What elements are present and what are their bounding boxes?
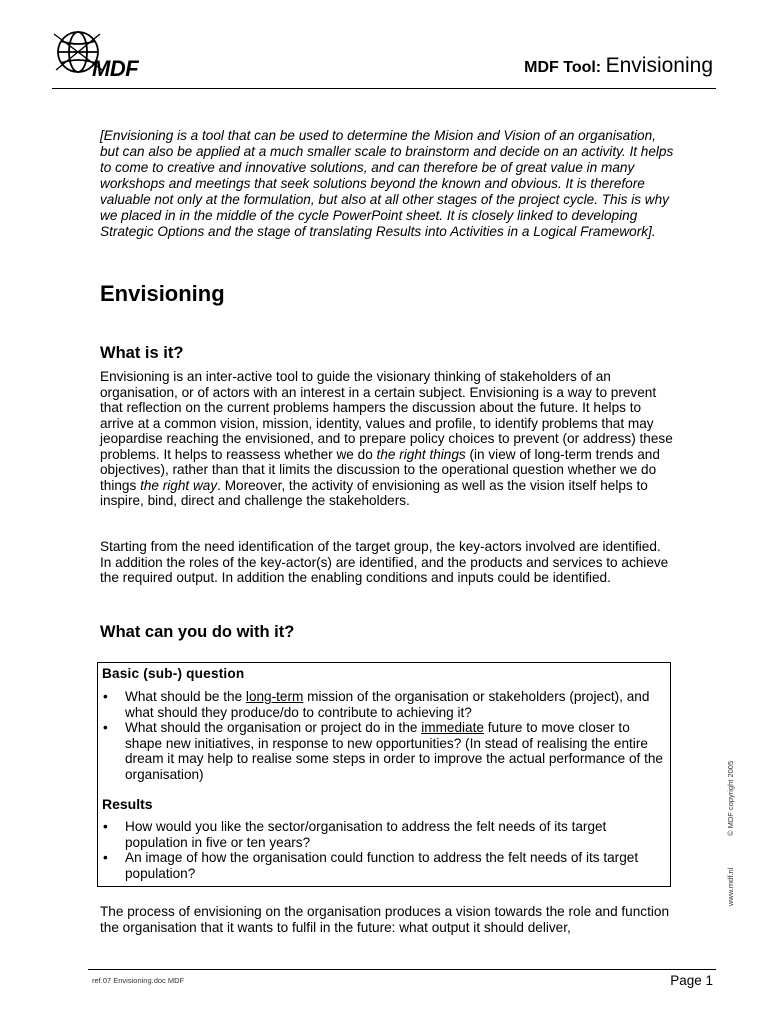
bullet-icon: • <box>103 850 108 865</box>
header-title-prefix: MDF Tool: <box>524 59 602 76</box>
basic-question-heading: Basic (sub-) question <box>102 666 245 681</box>
main-heading: Envisioning <box>100 281 225 306</box>
section-heading-what-can-you-do: What can you do with it? <box>100 623 295 641</box>
list-item: • How would you like the sector/organisation to address the felt needs of its target population in five or ten years? <box>103 819 607 850</box>
bullet-icon: • <box>103 689 108 704</box>
header-title-main: Envisioning <box>605 54 713 77</box>
process-paragraph: The process of envisioning on the organisation produces a vision towards the role and function the organisation that it wants to fulfil in the future: what output it should deliver, <box>100 904 670 935</box>
side-copyright: © MDF copyright 2005 <box>726 760 735 836</box>
questions-results-box <box>97 662 671 887</box>
results-list <box>102 819 666 881</box>
side-url: www.mdf.nl <box>726 867 735 906</box>
bullet-icon: • <box>103 720 108 735</box>
logo-text: MDF <box>92 56 139 81</box>
page-header-title <box>524 54 713 78</box>
footer-filename: ref.07 Envisioning.doc MDF <box>92 976 185 985</box>
list-item: • What should be the long-term mission of the organisation or stakeholders (project), and what should they produce/do to contribute to achieving it? <box>103 689 650 720</box>
results-heading: Results <box>102 796 153 812</box>
footer-divider <box>88 969 716 970</box>
header-divider <box>52 88 716 89</box>
bullet-icon: • <box>103 819 108 834</box>
question-list <box>102 689 666 782</box>
list-item: • An image of how the organisation could function to address the felt needs of its target population? <box>103 850 639 881</box>
what-is-it-paragraph-1: Envisioning is an inter-active tool to guide the visionary thinking of stakeholders of an organisation, or of actors with an interest in a certain subject. Envisioning is a way to prevent that reflection on the current problems hampers the discussion about the future. It helps to arrive at a common vision, mission, identity, values and profile, to identify problems that may jeopardise reaching the envisioned, and to prepare policy choices to prevent (or address) these problems. It helps to reassess whether we do the right things (in view of long-term trends and objectives), rather than that it limits the discussion to the operational question whether we do things the right way. Moreover, the activity of envisioning as well as the vision itself helps to inspire, bind, direct and challenge the stakeholders. <box>100 369 673 508</box>
intro-paragraph: [Envisioning is a tool that can be used to determine the Mision and Vision of an organisation, but can also be applied at a much smaller scale to brainstorm and decide on an activity. It helps to come to creative and innovative solutions, and can therefore be of great value in many workshops and meetings that seek solutions beyond the known and obvious. It is therefore valuable not only at the formulation, but also at all other stages of the project cycle. This is why we placed in in the middle of the cycle PowerPoint sheet. It is closely linked to developing Strategic Options and the stage of translating Results into Activities in a Logical Framework]. <box>100 128 674 239</box>
what-is-it-paragraph-2: Starting from the need identification of the target group, the key-actors involved are identified. In addition the roles of the key-actor(s) are identified, and the products and services to achieve the required output. In addition the enabling conditions and inputs could be identified. <box>100 539 669 585</box>
list-item: • What should the organisation or project do in the immediate future to move closer to shape new initiatives, in response to new opportunities? (In stead of realising the entire dream it may help to realise some steps in order to improve the actual performance of the organisation) <box>103 720 663 782</box>
page-number: Page 1 <box>670 973 713 988</box>
section-heading-what-is-it: What is it? <box>100 344 184 362</box>
